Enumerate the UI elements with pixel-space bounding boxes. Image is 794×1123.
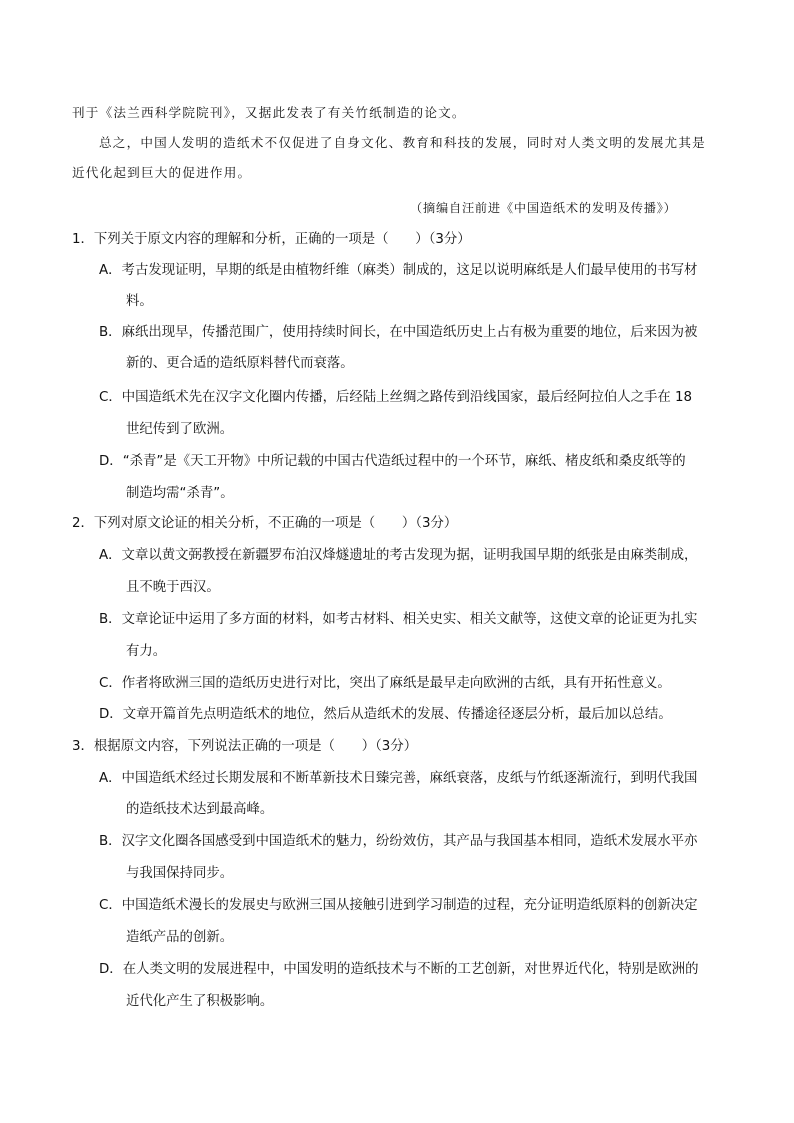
q1-option-a: A．考古发现证明，早期的纸是由植物纤维（麻类）制成的，这足以说明麻纸是人们最早使用的书写材	[99, 263, 698, 278]
q3-option-c: C．中国造纸术漫长的发展史与欧洲三国从接触引进到学习制造的过程，充分证明造纸原料的创新决定	[99, 898, 698, 913]
passage-source: （摘编自汪前进《中国造纸术的发明及传播》）	[410, 201, 677, 215]
q1-option-a-cont: 料。	[126, 294, 153, 309]
q1-option-b: B．麻纸出现早，传播范围广，使用持续时间长，在中国造纸历史上占有极为重要的地位，后来因为被	[99, 325, 698, 340]
q3-option-b-cont: 与我国保持同步。	[126, 866, 234, 881]
q2-option-a: A．文章以黄文弼教授在新疆罗布泊汉烽燧遗址的考古发现为据，证明我国早期的纸张是由麻类制成，	[99, 548, 698, 563]
q2-option-b: B．文章论证中运用了多方面的材料，如考古材料、相关史实、相关文献等，这使文章的论证更为扎实	[99, 612, 698, 627]
q3-option-c-cont: 造纸产品的创新。	[126, 930, 234, 945]
q2-option-d: D．文章开篇首先点明造纸术的地位，然后从造纸术的发展、传播途径逐层分析，最后加以总结。	[99, 707, 672, 722]
q1-option-c: C．中国造纸术先在汉字文化圈内传播，后经陆上丝绸之路传到沿线国家，最后经阿拉伯人之手在 18	[99, 390, 693, 405]
q1-option-c-cont: 世纪传到了欧洲。	[126, 422, 234, 437]
q2-option-b-cont: 有力。	[126, 644, 167, 659]
question-1-stem: 1．下列关于原文内容的理解和分析，正确的一项是（ ）（3分）	[72, 232, 471, 247]
q3-option-d-cont: 近代化产生了积极影响。	[126, 994, 274, 1009]
question-3-stem: 3．根据原文内容，下列说法正确的一项是（ ）（3分）	[72, 739, 418, 754]
q1-option-b-cont: 新的、更合适的造纸原料替代而衰落。	[126, 356, 354, 371]
passage-line-3: 近代化起到巨大的促进作用。	[72, 165, 252, 180]
q3-option-d: D．在人类文明的发展进程中，中国发明的造纸技术与不断的工艺创新，对世界近代化，特别是欧洲的	[99, 962, 699, 977]
passage-line-2: 总之，中国人发明的造纸术不仅促进了自身文化、教育和科技的发展，同时对人类文明的发展尤其是	[99, 135, 706, 150]
q1-option-d: D．“杀青”是《天工开物》中所记载的中国古代造纸过程中的一个环节，麻纸、楮皮纸和桑皮纸等的	[99, 454, 686, 469]
q3-option-a-cont: 的造纸技术达到最高峰。	[126, 802, 274, 817]
q1-option-d-cont: 制造均需“杀青”。	[126, 486, 234, 501]
q2-option-c: C．作者将欧洲三国的造纸历史进行对比，突出了麻纸是最早走向欧洲的古纸，具有开拓性意义。	[99, 676, 671, 691]
q3-option-a: A．中国造纸术经过长期发展和不断革新技术日臻完善，麻纸衰落，皮纸与竹纸逐渐流行，到明代我国	[99, 771, 698, 786]
passage-line-1: 刊于《法兰西科学院院刊》，又据此发表了有关竹纸制造的论文。	[72, 105, 466, 120]
question-2-stem: 2．下列对原文论证的相关分析，不正确的一项是（ ）（3分）	[72, 516, 458, 531]
q3-option-b: B．汉字文化圈各国感受到中国造纸术的魅力，纷纷效仿，其产品与我国基本相同，造纸术发展水平亦	[99, 834, 698, 849]
q2-option-a-cont: 且不晚于西汉。	[126, 580, 220, 595]
